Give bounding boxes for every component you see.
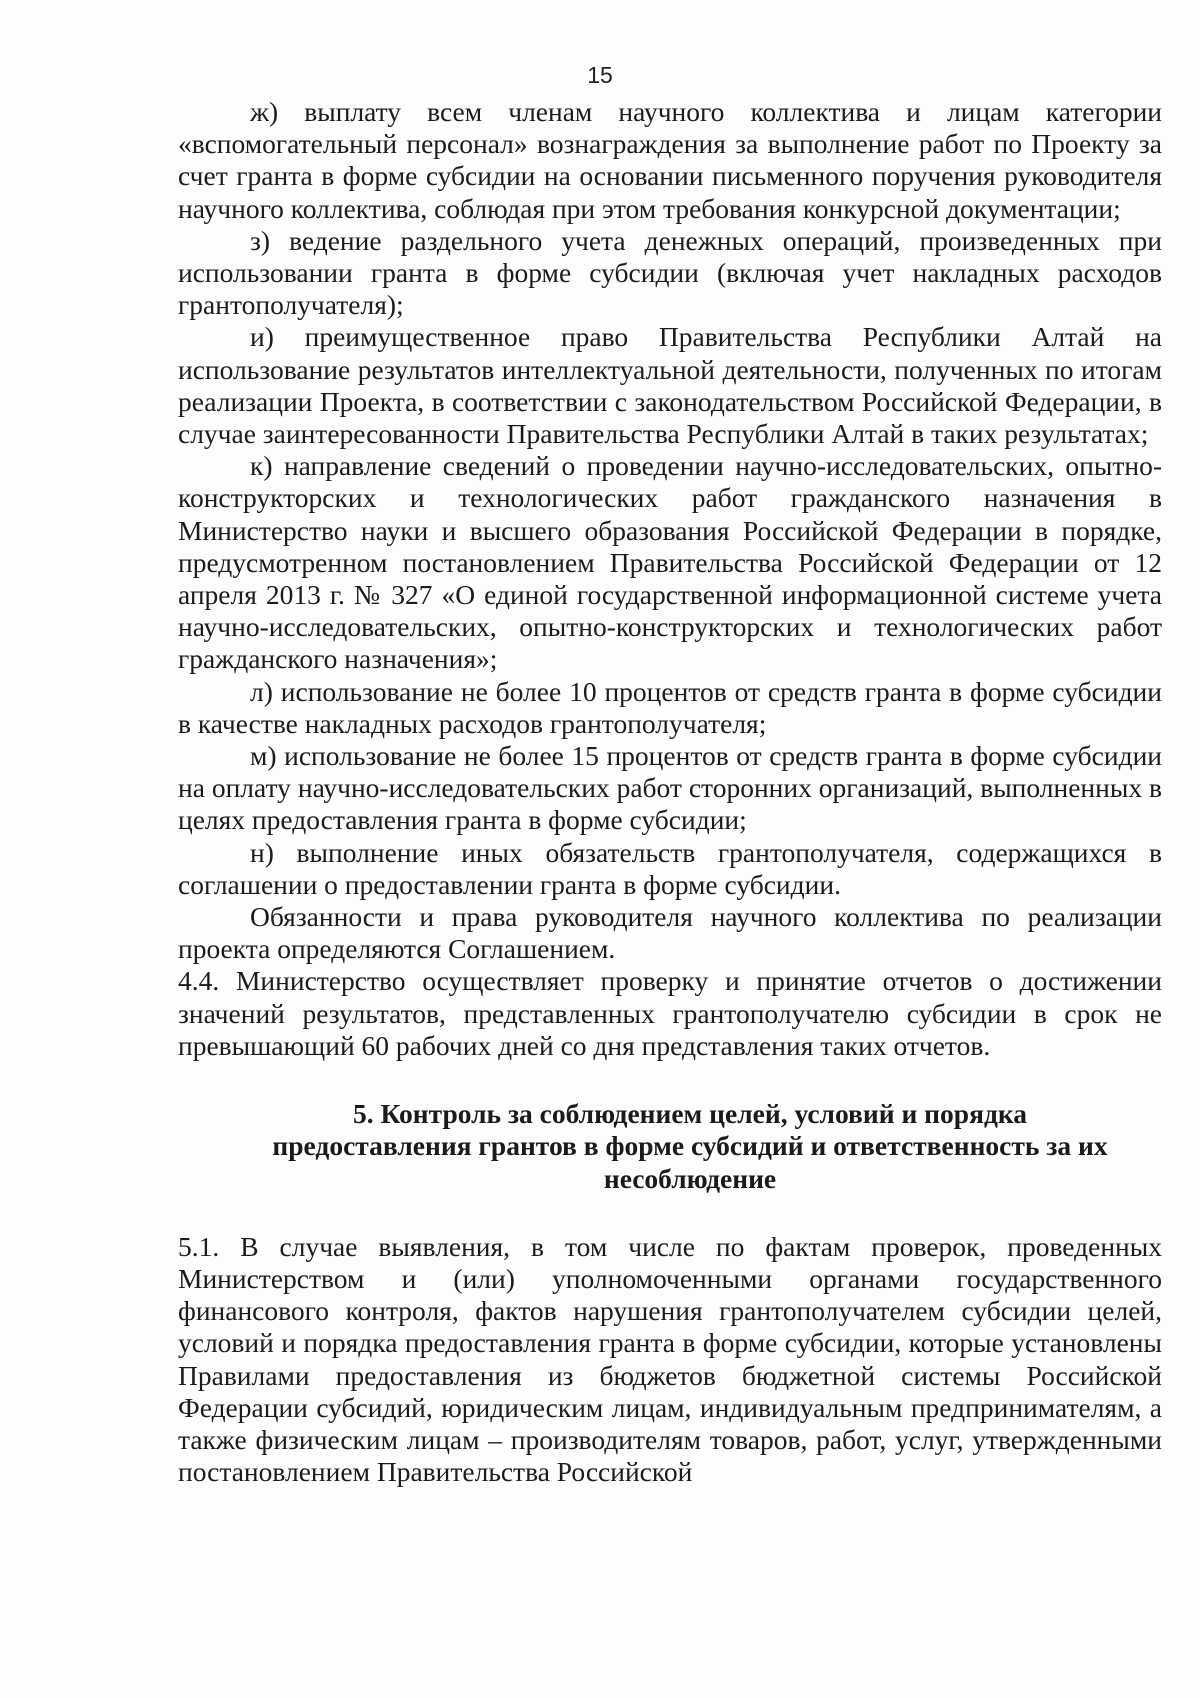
list-item-n: н) выполнение иных обязательств грантополучателя, содержащихся в соглашении о предоставлении гранта в форме субсидии. — [178, 836, 1162, 900]
list-item-m: м) использование не более 15 процентов от средств гранта в форме субсидии на оплату научно-исследовательских работ сторонних организаций, выполненных в целях предоставления гранта в форме субсидии; — [178, 740, 1162, 836]
page-number: 15 — [587, 62, 613, 88]
list-item-z: з) ведение раздельного учета денежных операций, произведенных при использовании гранта в форме субсидии (включая учет накладных расходов грантополучателя); — [178, 224, 1162, 321]
list-item-zh: ж) выплату всем членам научного коллектива и лицам категории «вспомогательный персонал» вознаграждения за выполнение работ по Проекту за счет гранта в форме субсидии на основании письменного поручения руководителя научного коллектива, соблюдая при этом требования конкурсной документации; — [178, 96, 1162, 224]
list-item-i: и) преимущественное право Правительства Республики Алтай на использование результатов интеллектуальной деятельности, полученных по итогам реализации Проекта, в соответствии с законодательством Российской Федерации, в случае заинтересованности Правительства Республики Алтай в таких результатах; — [178, 321, 1162, 450]
clause-4-4: 4.4. Министерство осуществляет проверку и принятие отчетов о достижении значений результатов, представленных грантополучателю субсидии в срок не превышающий 60 рабочих дней со дня представления таких отчетов. — [178, 965, 1162, 1061]
section-5-heading-line-1: 5. Контроль за соблюдением целей, условий и порядка — [352, 1098, 1028, 1130]
list-item-l: л) использование не более 10 процентов от средств гранта в форме субсидии в качестве накладных расходов грантополучателя; — [178, 675, 1162, 739]
section-5-heading-line-3: несоблюдение — [603, 1162, 777, 1194]
document-body — [178, 96, 1162, 1488]
section-5-heading — [178, 1098, 1162, 1195]
duties-paragraph: Обязанности и права руководителя научного коллектива по реализации проекта определяются Соглашением. — [178, 901, 1162, 965]
clause-5-1: 5.1. В случае выявления, в том числе по фактам проверок, проведенных Министерством и (или) уполномоченными органами государственного финансового контроля, фактов нарушения грантополучателем субсидии целей, условий и порядка предоставления гранта в форме субсидии, которые установлены Правилами предоставления из бюджетов бюджетной системы Российской Федерации субсидий, юридическим лицам, индивидуальным предпринимателям, а также физическим лицам – производителям товаров, работ, услуг, утвержденными постановлением Правительства Российской — [178, 1230, 1162, 1488]
section-5-heading-line-2: предоставления грантов в форме субсидий и ответственность за их — [272, 1130, 1108, 1162]
list-item-k: к) направление сведений о проведении научно-исследовательских, опытно-конструкторских и технологических работ гражданского назначения в Министерство науки и высшего образования Российской Федерации в порядке, предусмотренном постановлением Правительства Российской Федерации от 12 апреля 2013 г. № 327 «О единой государственной информационной системе учета научно-исследовательских, опытно-конструкторских и технологических работ гражданского назначения»; — [178, 450, 1162, 675]
